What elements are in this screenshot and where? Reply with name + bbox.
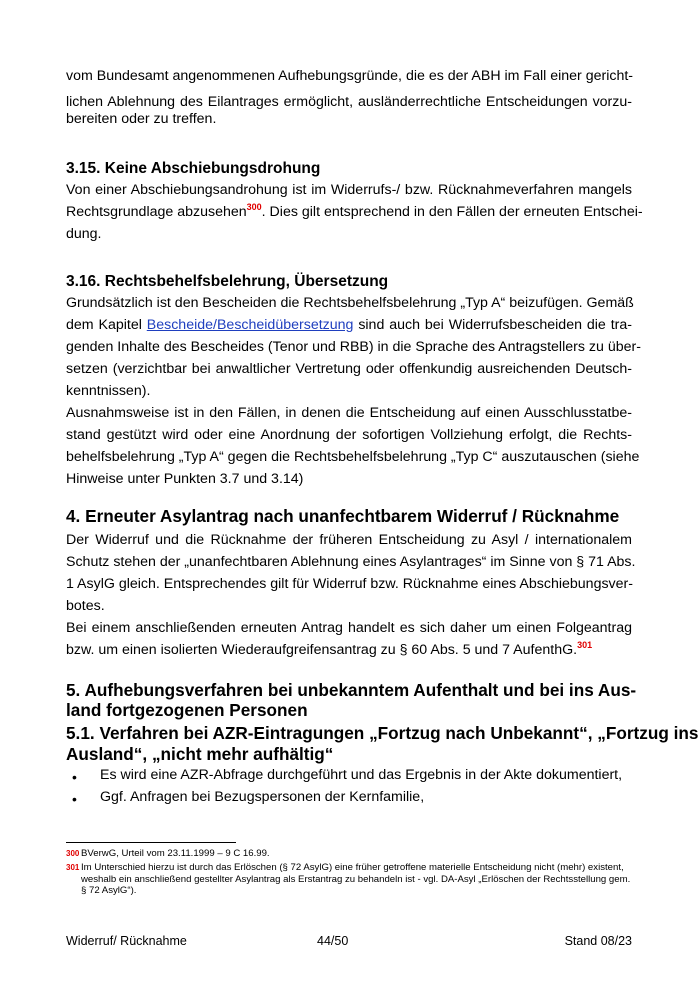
subsection-heading-5-1: 5.1. Verfahren bei AZR-Eintragungen „Fortzug nach Unbekannt“, „Fortzug ins	[66, 723, 699, 743]
footnote-text: Im Unterschied hierzu ist durch das Erlöschen (§ 72 AsylG) eine früher getroffene materielle Entscheidung nicht (mehr) existent, weshalb ein anschließend gestellter Asylantrag als Erstantrag zu behandeln ist - vgl. DA-Asyl „Erlöschen der Rechtsstellung gem. § 72 AsylG“).	[81, 862, 631, 896]
paragraph-line: stand gestützt wird oder eine Anordnung der sofortigen Vollziehung erfolgt, die Rechts-	[66, 427, 632, 443]
footnote-ref-300[interactable]: 300	[246, 202, 262, 212]
footnote-text: BVerwG, Urteil vom 23.11.1999 – 9 C 16.99.	[81, 848, 270, 859]
footer-left: Widerruf/ Rücknahme	[66, 934, 187, 948]
intro-line: vom Bundesamt angenommenen Aufhebungsgründe, die es der ABH im Fall einer gericht-	[66, 68, 634, 84]
paragraph-line: setzen (verzichtbar bei anwaltlicher Vertretung oder offenkundig ausreichenden Deutsch-	[66, 361, 632, 377]
text-fragment: bzw. um einen isolierten Wiederaufgreifensantrag zu § 60 Abs. 5 und 7 AufenthG.	[66, 642, 578, 658]
footnote-300	[66, 848, 636, 860]
intro-line: lichen Ablehnung des Eilantrages ermöglicht, ausländerrechtliche Entscheidungen vorzu-	[66, 94, 632, 110]
paragraph-line: kenntnissen).	[66, 383, 151, 399]
list-item: Es wird eine AZR-Abfrage durchgeführt und das Ergebnis in der Akte dokumentiert,	[100, 767, 623, 783]
paragraph-line: Ausnahmsweise ist in den Fällen, in denen die Entscheidung auf einen Ausschlusstatbe-	[66, 405, 632, 421]
paragraph-line: dung.	[66, 226, 102, 242]
paragraph-line	[66, 317, 632, 333]
paragraph-line: behelfsbelehrung „Typ A“ gegen die Rechtsbehelfsbelehrung „Typ C“ auszutauschen (siehe	[66, 449, 640, 465]
footer-page-number: 44/50	[317, 934, 349, 948]
footer-right: Stand 08/23	[564, 934, 632, 948]
paragraph-line	[66, 642, 632, 658]
paragraph-line: genden Inhalte des Bescheides (Tenor und RBB) in die Sprache des Antragstellers zu über-	[66, 339, 641, 355]
section-heading-3-15: 3.15. Keine Abschiebungsdrohung	[66, 160, 321, 177]
paragraph-line	[66, 202, 643, 220]
text-fragment: dem Kapitel	[66, 317, 147, 333]
footnote-301	[66, 862, 636, 897]
paragraph-line: Grundsätzlich ist den Bescheiden die Rechtsbehelfsbelehrung „Typ A“ beizufügen. Gemäß	[66, 295, 634, 311]
bullet-marker: •	[72, 791, 77, 807]
bullet-marker: •	[72, 769, 77, 785]
text-fragment: . Dies gilt entsprechend in den Fällen der erneuten Entschei-	[261, 204, 643, 220]
footnote-ref-301[interactable]: 301	[577, 640, 593, 650]
paragraph-line: Von einer Abschiebungsandrohung ist im Widerrufs-/ bzw. Rücknahmeverfahren mangels	[66, 182, 632, 198]
footnote-number: 301	[66, 863, 80, 872]
paragraph-line: 1 AsylG gleich. Entsprechendes gilt für Widerruf bzw. Rücknahme eines Abschiebungsver-	[66, 576, 633, 592]
paragraph-line: botes.	[66, 598, 105, 614]
paragraph-line: Der Widerruf und die Rücknahme der früheren Entscheidung zu Asyl / internationalem	[66, 532, 632, 548]
chapter-heading-5: 5. Aufhebungsverfahren bei unbekanntem Aufenthalt und bei ins Aus-	[66, 680, 637, 700]
subsection-heading-5-1-cont: Ausland“, „nicht mehr aufhältig“	[66, 744, 334, 764]
link-bescheide[interactable]: Bescheide/Bescheidübersetzung	[146, 317, 354, 333]
footnote-number: 300	[66, 849, 80, 858]
paragraph-line: Hinweise unter Punkten 3.7 und 3.14)	[66, 471, 304, 487]
chapter-heading-5-cont: land fortgezogenen Personen	[66, 700, 308, 720]
paragraph-line: Schutz stehen der „unanfechtbaren Ablehnung eines Asylantrages“ im Sinne von § 71 Abs.	[66, 554, 636, 570]
section-heading-3-16: 3.16. Rechtsbehelfsbelehrung, Übersetzung	[66, 273, 389, 290]
text-fragment: sind auch bei Widerrufsbescheiden die tra-	[353, 317, 632, 333]
list-item: Ggf. Anfragen bei Bezugspersonen der Kernfamilie,	[100, 789, 425, 805]
paragraph-line: Bei einem anschließenden erneuten Antrag handelt es sich daher um einen Folgeantrag	[66, 620, 632, 636]
intro-line: bereiten oder zu treffen.	[66, 111, 217, 127]
footnote-separator	[66, 842, 236, 843]
chapter-heading-4: 4. Erneuter Asylantrag nach unanfechtbarem Widerruf / Rücknahme	[66, 506, 620, 526]
text-fragment: Rechtsgrundlage abzusehen	[66, 204, 247, 220]
